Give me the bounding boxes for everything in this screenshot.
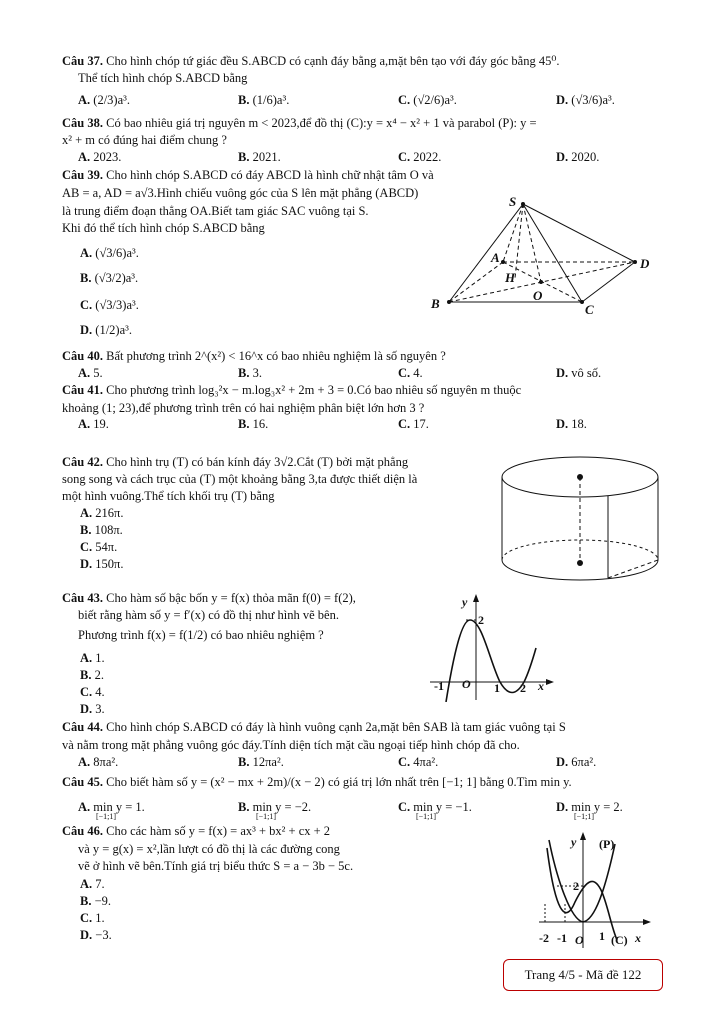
edge-sb [449,204,523,302]
q45-sub-c: [−1;1] [416,812,437,821]
edge-sh [515,204,523,278]
q43-option-b[interactable]: B. 2. [80,668,104,682]
q45-sub-d: [−1;1] [574,812,595,821]
q40-option-c[interactable]: C. 4. [398,366,423,380]
q45-sub-b: [−1;1] [256,812,277,821]
q45-option-c[interactable]: C. min y = −1. [398,800,472,814]
q46-line1: Cho các hàm số y = f(x) = ax³ + bx² + cx + 2 [106,824,331,838]
label-o: O [533,288,543,303]
q39-line3: là trung điểm đoạn thẳng OA.Biết tam giác SAC vuông tại S. [62,204,369,218]
q43-line1: Cho hàm số bậc bốn y = f(x) thỏa mãn f(0) = f(2), [106,591,356,605]
q39-option-d[interactable]: D. (1/2)a³. [80,323,132,337]
q38-line2: x² + m có đúng hai điểm chung ? [62,133,227,147]
edge-sd [523,204,635,262]
q37-line1: Cho hình chóp tứ giác đều S.ABCD có cạnh đáy bằng a,mặt bên tạo với đáy góc bằng 45⁰. [106,54,560,68]
q37-number: Câu 37. [62,54,103,68]
q46-option-c[interactable]: C. 1. [80,911,105,925]
graph46-tick-2y: 2 [573,879,579,893]
q44-option-c[interactable]: C. 4πa². [398,755,439,769]
graph43-y-label: y [462,595,468,609]
pyramid-figure [425,190,665,320]
q38-option-c[interactable]: C. 2022. [398,150,442,164]
q38-option-b[interactable]: B. 2021. [238,150,281,164]
label-a: A [491,250,500,265]
q38-option-d[interactable]: D. 2020. [556,150,600,164]
graph46-y-label: y [571,835,577,849]
graph43-tick-m1: -1 [434,679,444,693]
q42-number: Câu 42. [62,455,103,469]
label-d: D [640,256,650,271]
q44-line2: và nằm trong mặt phẳng vuông góc đáy.Tính diện tích mặt cầu ngoại tiếp hình chóp đã cho. [62,738,520,752]
q37-options [62,93,662,109]
graph46-x-label: x [635,931,641,945]
q43-stem [62,591,356,607]
q44-option-d[interactable]: D. 6πa². [556,755,597,769]
q41-line1: Cho phương trình log₃²x − m.log₃x² + 2m + 3 = 0.Có bao nhiêu số nguyên m thuộc [106,383,522,397]
q43-option-a[interactable]: A. 1. [80,651,105,665]
q45-stem [62,775,572,791]
label-s: S [509,194,517,209]
q41-line2: khoảng (1; 23),để phương trình trên có hai nghiệm phân biệt lớn hơn 3 ? [62,401,425,415]
graph46-tick-1: 1 [599,929,605,943]
q46-stem [62,824,330,840]
q42-stem [62,455,408,471]
q39-option-c[interactable]: C. (√3/3)a³. [80,298,139,312]
graph46-c-label: (C) [611,933,628,947]
q38-stem [62,116,537,132]
q40-options [62,366,662,382]
q40-number: Câu 40. [62,349,103,363]
q39-line4: Khi đó thể tích hình chóp S.ABCD bằng [62,221,265,235]
q44-option-a[interactable]: A. 8πa². [78,755,119,769]
q40-stem [62,349,446,365]
q42-line3: một hình vuông.Thể tích khối trụ (T) bằng [62,489,275,503]
q46-option-a[interactable]: A. 7. [80,877,105,891]
q45-sub-a: [−1;1] [96,812,117,821]
q41-option-d[interactable]: D. 18. [556,417,587,431]
q37-stem [62,54,559,70]
q43-line3: Phương trình f(x) = f(1/2) có bao nhiêu nghiệm ? [78,628,324,642]
q44-options [62,755,662,771]
q39-option-b[interactable]: B. (√3/2)a³. [80,271,139,285]
q38-option-a[interactable]: A. 2023. [78,150,122,164]
q46-number: Câu 46. [62,824,103,838]
q38-line1: Có bao nhiêu giá trị nguyên m < 2023,để đồ thị (C):y = x⁴ − x² + 1 và parabol (P): y = [106,116,537,130]
q43-option-c[interactable]: C. 4. [80,685,105,699]
q40-option-b[interactable]: B. 3. [238,366,262,380]
edge-ab [449,262,503,302]
edge-so [523,204,541,282]
q44-number: Câu 44. [62,720,103,734]
q44-stem [62,720,566,736]
graph43-tick-1: 1 [494,681,500,695]
q45-line1: Cho biết hàm số y = (x² − mx + 2m)/(x − 2) có giá trị lớn nhất trên [−1; 1] bằng 0.Tìm min y. [106,775,572,789]
q42-option-b[interactable]: B. 108π. [80,523,123,537]
label-h: H [505,270,516,285]
q39-option-a[interactable]: A. (√3/6)a³. [80,246,139,260]
label-b: B [431,296,440,311]
q46-option-b[interactable]: B. −9. [80,894,112,908]
q39-stem [62,168,434,184]
q37-line2: Thể tích hình chóp S.ABCD bằng [78,71,248,85]
q37-option-c[interactable]: C. (√2/6)a³. [398,93,457,107]
q41-options [62,417,662,433]
q42-option-d[interactable]: D. 150π. [80,557,124,571]
q40-option-a[interactable]: A. 5. [78,366,103,380]
graph43-tick-2: 2 [520,681,526,695]
q45-option-a[interactable]: A. min y = 1. [78,800,145,814]
cubic-parabola-graph [535,830,655,950]
page-footer: Trang 4/5 - Mã đề 122 [503,959,663,991]
graph46-p-label: (P) [599,837,615,851]
q40-option-d[interactable]: D. vô số. [556,366,602,380]
q42-option-c[interactable]: C. 54π. [80,540,118,554]
cylinder-figure [498,450,663,590]
graph43-tick-2y: 2 [478,613,484,627]
q43-line2: biết rằng hàm số y = f′(x) có đồ thị như hình vẽ bên. [78,608,339,622]
q42-option-a[interactable]: A. 216π. [80,506,124,520]
q46-line3: vẽ ở hình vẽ bên.Tính giá trị biểu thức S = a − 3b − 5c. [78,859,354,873]
graph43-origin: O [462,677,471,691]
q37-option-a[interactable]: A. (2/3)a³. [78,93,130,107]
q45-option-b[interactable]: B. min y = −2. [238,800,312,814]
q37-option-b[interactable]: B. (1/6)a³. [238,93,290,107]
q43-number: Câu 43. [62,591,103,605]
q46-option-d[interactable]: D. −3. [80,928,112,942]
q44-line1: Cho hình chóp S.ABCD có đáy là hình vuông cạnh 2a,mặt bên SAB là tam giác vuông tại S [106,720,566,734]
q43-option-d[interactable]: D. 3. [80,702,105,716]
q42-line2: song song và cách trục của (T) một khoảng bằng 3,ta được thiết diện là [62,472,418,486]
q45-option-d[interactable]: D. min y = 2. [556,800,623,814]
graph46-tick-m2: -2 [539,931,549,945]
q44-option-b[interactable]: B. 12πa². [238,755,284,769]
q38-options [62,150,662,166]
q41-stem [62,383,521,399]
q41-option-b[interactable]: B. 16. [238,417,269,431]
label-c: C [585,302,594,317]
q39-line2: AB = a, AD = a√3.Hình chiếu vuông góc của S lên mặt phẳng (ABCD) [62,186,419,200]
graph46-origin: O [575,933,584,947]
graph46-tick-m1: -1 [557,931,567,945]
q45-number: Câu 45. [62,775,103,789]
q37-option-d[interactable]: D. (√3/6)a³. [556,93,615,107]
q41-option-a[interactable]: A. 19. [78,417,109,431]
q39-line1: Cho hình chóp S.ABCD có đáy ABCD là hình chữ nhật tâm O và [106,168,434,182]
q41-option-c[interactable]: C. 17. [398,417,429,431]
q46-line2: và y = g(x) = x²,lần lượt có đồ thị là các đường cong [78,842,340,856]
parabola-p [549,840,615,922]
q42-line1: Cho hình trụ (T) có bán kính đáy 3√2.Cắt (T) bởi mặt phẳng [106,455,409,469]
q38-number: Câu 38. [62,116,103,130]
graph43-x-label: x [538,679,544,693]
derivative-graph [430,592,555,702]
q41-number: Câu 41. [62,383,103,397]
q40-line1: Bất phương trình 2^(x²) < 16^x có bao nhiêu nghiệm là số nguyên ? [106,349,446,363]
q39-number: Câu 39. [62,168,103,182]
edge-sc [523,204,582,302]
cubic-c [547,848,617,940]
